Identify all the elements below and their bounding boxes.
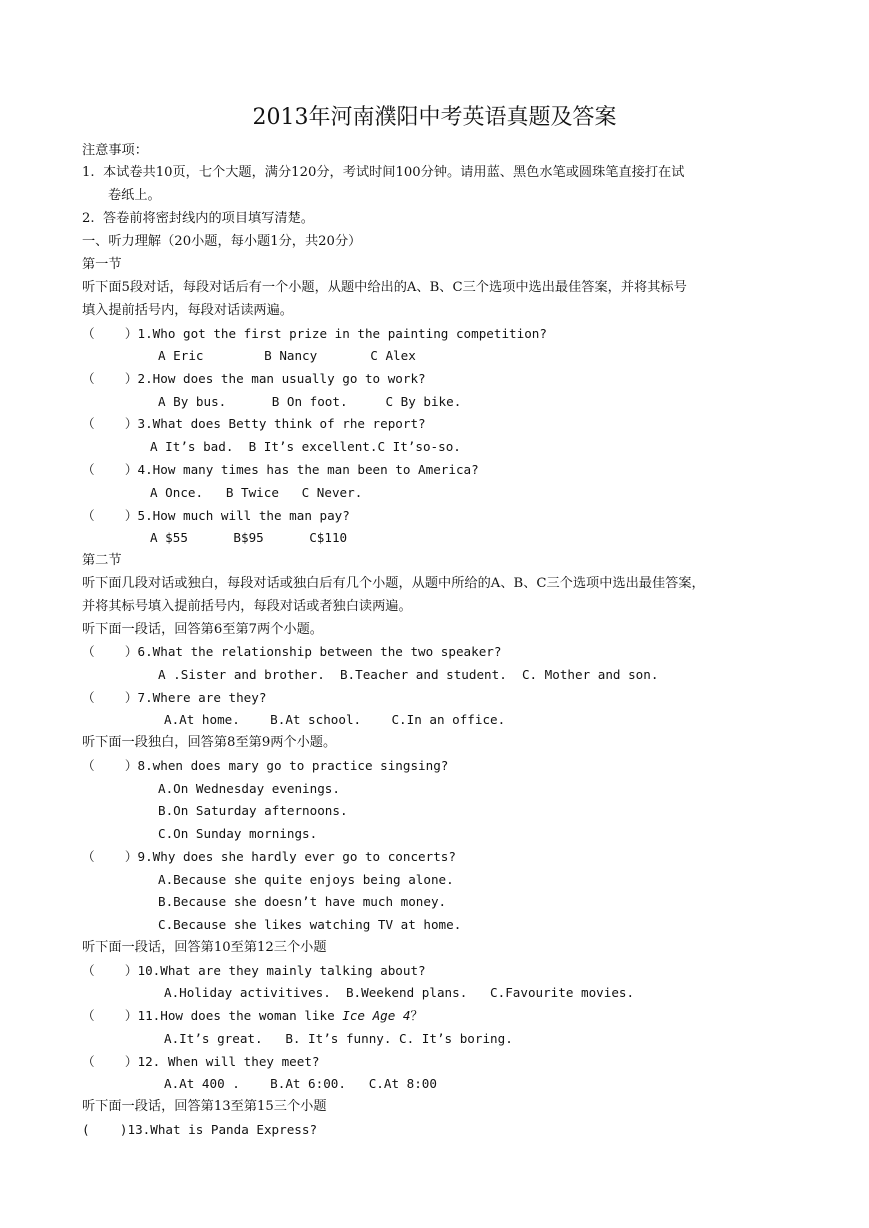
part-2-heading: 第二节: [82, 553, 122, 568]
question-9-option-b: B.Because she doesn’t have much money.: [158, 894, 447, 909]
part-1-heading: 第一节: [82, 257, 122, 272]
question-2-options: A By bus. B On foot. C By bike.: [158, 394, 462, 409]
question-12: （ ）12. When will they meet?: [82, 1054, 320, 1069]
group-heading-6-7: 听下面一段话，回答第6至第7两个小题。: [82, 622, 323, 637]
section-heading-listening: 一、听力理解（20小题，每小题1分，共20分）: [82, 234, 362, 249]
question-5: （ ）5.How much will the man pay?: [82, 508, 350, 523]
group-heading-8-9: 听下面一段独白，回答第8至第9两个小题。: [82, 735, 337, 750]
part-2-instructions-cont: 并将其标号填入提前括号内，每段对话或者独白读两遍。: [82, 599, 412, 614]
question-8-option-a: A.On Wednesday evenings.: [158, 781, 340, 796]
question-12-options: A.At 400 . B.At 6:00. C.At 8:00: [164, 1076, 437, 1091]
question-10: （ ）10.What are they mainly talking about?: [82, 963, 426, 978]
question-13: ( )13.What is Panda Express?: [82, 1122, 318, 1137]
question-5-options: A $55 B$95 C$110: [150, 530, 348, 545]
question-11-mark: ？: [410, 1008, 424, 1023]
question-8-option-b: B.On Saturday afternoons.: [158, 803, 348, 818]
notice-heading: 注意事项：: [82, 143, 148, 158]
question-11: [82, 1007, 423, 1025]
notice-item-1: 1. 本试卷共10页，七个大题，满分120分，考试时间100分钟。请用蓝、黑色水笔或圆珠笔直接打在试: [82, 165, 685, 180]
question-9: （ ）9.Why does she hardly ever go to concerts?: [82, 849, 456, 864]
question-6-options: A .Sister and brother. B.Teacher and student. C. Mother and son.: [158, 667, 659, 682]
question-8-option-c: C.On Sunday mornings.: [158, 826, 318, 841]
question-3-options: A It’s bad. B It’s excellent.C It’so-so.: [150, 439, 461, 454]
part-1-instructions: 听下面5段对话，每段对话后有一个小题，从题中给出的A、B、C三个选项中选出最佳答案，并将其标号: [82, 280, 687, 295]
question-2: （ ）2.How does the man usually go to work?: [82, 371, 426, 386]
question-6: （ ）6.What the relationship between the two speaker?: [82, 644, 502, 659]
question-3: （ ）3.What does Betty think of rhe report?: [82, 416, 426, 431]
question-11-options: A.It’s great. B. It’s funny. C. It’s boring.: [164, 1031, 513, 1046]
notice-item-2: 2. 答卷前将密封线内的项目填写清楚。: [82, 211, 314, 226]
page-title: 2013年河南濮阳中考英语真题及答案: [252, 105, 617, 130]
notice-item-1-cont: 卷纸上。: [108, 188, 161, 203]
question-7: （ ）7.Where are they?: [82, 690, 267, 705]
question-9-option-c: C.Because she likes watching TV at home.: [158, 917, 462, 932]
part-1-instructions-cont: 填入提前括号内，每段对话读两遍。: [82, 303, 293, 318]
question-8: （ ）8.when does mary go to practice singsing?: [82, 758, 449, 773]
question-11-stem: （ ）11.How does the woman like: [82, 1008, 343, 1023]
question-1-options: A Eric B Nancy C Alex: [158, 348, 416, 363]
movie-title: Ice Age 4: [342, 1008, 411, 1023]
question-4: （ ）4.How many times has the man been to America?: [82, 462, 479, 477]
group-heading-10-12: 听下面一段话，回答第10至第12三个小题: [82, 940, 327, 955]
question-7-options: A.At home. B.At school. C.In an office.: [164, 712, 506, 727]
group-heading-13-15: 听下面一段话，回答第13至第15三个小题: [82, 1099, 327, 1114]
question-10-options: A.Holiday activitives. B.Weekend plans. C.Favourite movies.: [164, 985, 635, 1000]
part-2-instructions: 听下面几段对话或独白，每段对话或独白后有几个小题，从题中所给的A、B、C三个选项中选出最佳答案，: [82, 576, 705, 591]
question-1: （ ）1.Who got the first prize in the painting competition?: [82, 326, 547, 341]
question-4-options: A Once. B Twice C Never.: [150, 485, 363, 500]
question-9-option-a: A.Because she quite enjoys being alone.: [158, 872, 454, 887]
